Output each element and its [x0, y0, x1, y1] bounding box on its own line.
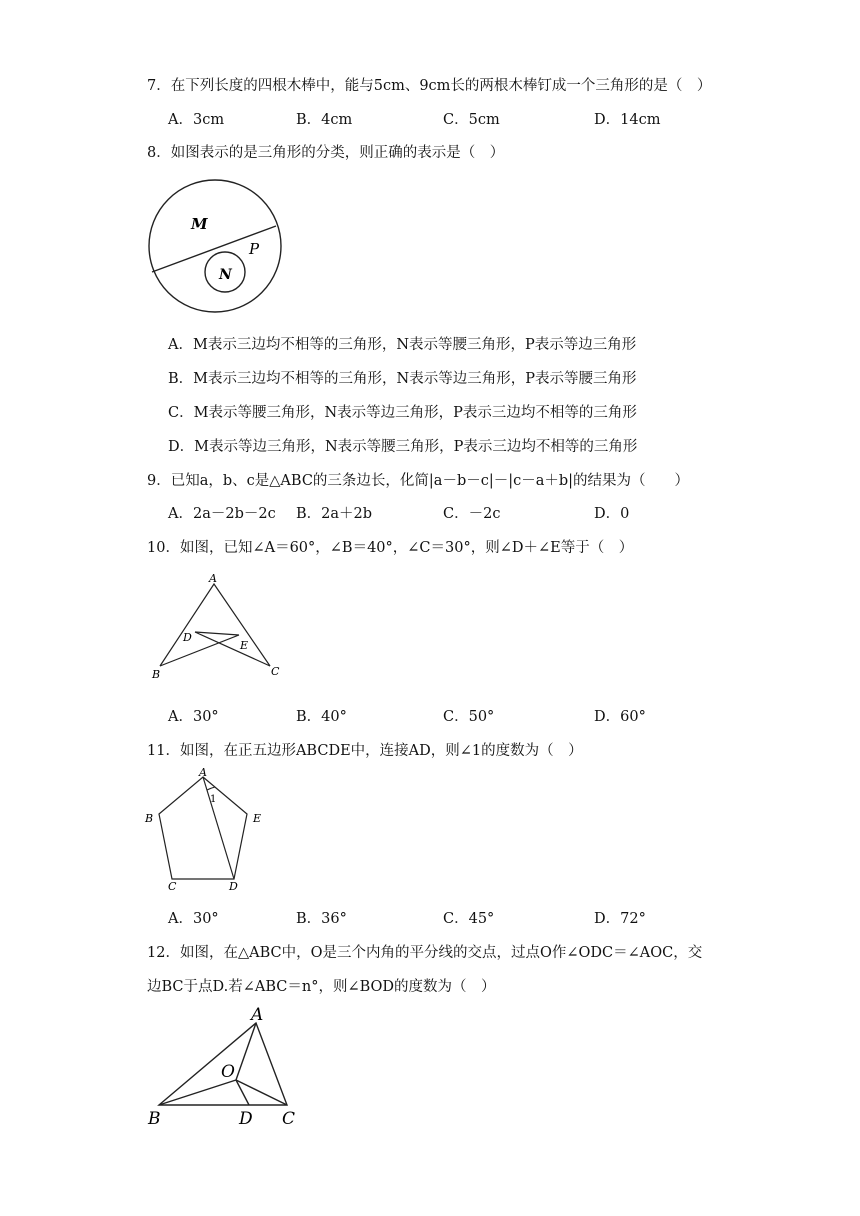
- question-7-option-d[interactable]: D．14cm: [594, 112, 661, 128]
- label-e: E: [240, 639, 249, 652]
- classification-circle-figure: [145, 176, 285, 316]
- label-c: C: [282, 1109, 296, 1129]
- question-8-option-a[interactable]: A．M表示三边均不相等的三角形，N表示等腰三角形，P表示等边三角形: [168, 337, 637, 353]
- question-8-option-c[interactable]: C．M表示等腰三角形，N表示等边三角形，P表示三边均不相等的三角形: [168, 405, 637, 421]
- question-10-option-d[interactable]: D．60°: [594, 709, 646, 725]
- question-10-option-b[interactable]: B．40°: [296, 709, 347, 725]
- question-12-stem-line-2: 边BC于点D.若∠ABC＝n°，则∠BOD的度数为（ ）: [147, 979, 496, 995]
- question-10-stem: 10．如图，已知∠A＝60°，∠B＝40°，∠C＝30°，则∠D＋∠E等于（ ）: [147, 540, 634, 556]
- pentagon-abcde: [159, 777, 247, 879]
- question-12-stem-line-1: 12．如图，在△ABC中，O是三个内角的平分线的交点，过点O作∠ODC＝∠AOC，交: [147, 945, 703, 961]
- label-c: C: [168, 880, 177, 893]
- outer-circle: [149, 180, 281, 312]
- label-b: B: [148, 1109, 161, 1129]
- triangle-outline: [160, 584, 270, 666]
- question-10-option-c[interactable]: C．50°: [443, 709, 495, 725]
- question-9-option-b[interactable]: B．2a＋2b: [296, 506, 373, 522]
- segment-be: [160, 635, 239, 666]
- regular-pentagon-figure: [142, 766, 272, 896]
- segment-bo: [159, 1080, 236, 1105]
- question-7-option-a[interactable]: A．3cm: [168, 112, 225, 128]
- question-11-option-a[interactable]: A．30°: [168, 911, 219, 927]
- label-angle-1: 1: [210, 794, 217, 805]
- question-9-option-a[interactable]: A．2a－2b－2c: [168, 506, 276, 522]
- question-7-stem: 7．在下列长度的四根木棒中，能与5cm、9cm长的两根木棒钉成一个三角形的是（ ）: [147, 78, 712, 94]
- question-10-option-a[interactable]: A．30°: [168, 709, 219, 725]
- question-8-option-b[interactable]: B．M表示三边均不相等的三角形，N表示等边三角形，P表示等腰三角形: [168, 371, 637, 387]
- question-7-option-c[interactable]: C．5cm: [443, 112, 500, 128]
- angle-1-arc: [207, 787, 215, 790]
- label-n: N: [219, 267, 232, 283]
- label-b: B: [145, 812, 154, 825]
- triangle-obd-figure: [145, 1003, 310, 1133]
- label-d: D: [183, 631, 192, 644]
- label-c: C: [271, 665, 280, 678]
- question-9-option-c[interactable]: C．－2c: [443, 506, 501, 522]
- label-e: E: [253, 812, 262, 825]
- label-o: O: [221, 1062, 235, 1082]
- question-8-stem: 8．如图表示的是三角形的分类，则正确的表示是（ ）: [147, 145, 505, 161]
- label-d: D: [239, 1109, 253, 1129]
- question-9-stem: 9．已知a，b、c是△ABC的三条边长，化简|a－b－c|－|c－a＋b|的结果为（ ）: [147, 473, 690, 489]
- question-9-option-d[interactable]: D．0: [594, 506, 630, 522]
- question-11-option-c[interactable]: C．45°: [443, 911, 495, 927]
- question-11-option-d[interactable]: D．72°: [594, 911, 646, 927]
- triangle-de-figure: [150, 572, 290, 684]
- label-p: P: [249, 240, 260, 258]
- label-b: B: [152, 668, 161, 681]
- question-8-option-d[interactable]: D．M表示等边三角形，N表示等腰三角形，P表示三边均不相等的三角形: [168, 439, 638, 455]
- diagonal-ad: [203, 777, 234, 879]
- label-a: A: [209, 572, 217, 585]
- question-7-option-b[interactable]: B．4cm: [296, 112, 353, 128]
- label-a: A: [251, 1005, 264, 1025]
- label-d: D: [229, 880, 238, 893]
- label-a: A: [199, 766, 207, 779]
- label-m: M: [191, 215, 208, 233]
- question-11-stem: 11．如图，在正五边形ABCDE中，连接AD，则∠1的度数为（ ）: [147, 743, 583, 759]
- question-11-option-b[interactable]: B．36°: [296, 911, 347, 927]
